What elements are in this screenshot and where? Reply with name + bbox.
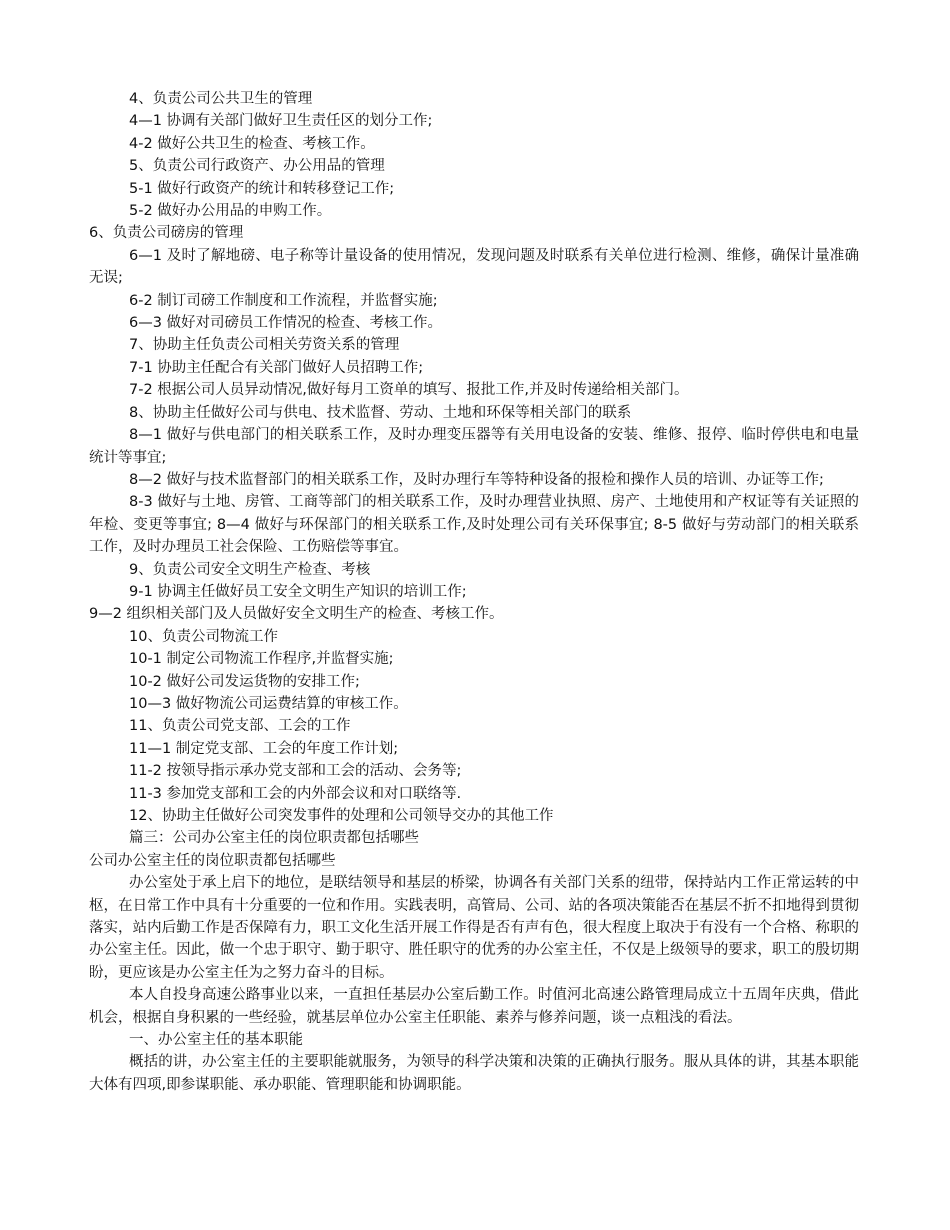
item-8-3-to-8-5: 8-3 做好与土地、房管、工商等部门的相关联系工作，及时办理营业执照、房产、土地使用和产权证等有关证照的年检、变更等事宜; 8—4 做好与环保部门的相关联系工作,及时处理公司有关环保事宜; 8-5 做好与劳动部门的相关联系工作，及时办理员工社会保险、工伤赔偿等事宜。 (89, 494, 859, 556)
item-10-3: 10—3 做好物流公司运费结算的审核工作。 (129, 695, 408, 712)
item-4-1: 4—1 协调有关部门做好卫生责任区的划分工作; (129, 113, 433, 130)
item-10-1: 10-1 制定公司物流工作程序,并监督实施; (129, 651, 394, 668)
heading-11: 11、负责公司党支部、工会的工作 (129, 718, 351, 735)
heading-5: 5、负责公司行政资产、办公用品的管理 (129, 158, 385, 175)
item-5-1: 5-1 做好行政资产的统计和转移登记工作; (129, 180, 395, 197)
body-paragraph-1: 办公室处于承上启下的地位，是联结领导和基层的桥梁，协调各有关部门关系的纽带，保持站内工作正常运转的中枢，在日常工作中具有十分重要的一位和作用。实践表明，高管局、公司、站的各项决策能否在基层不折不扣地得到贯彻落实，站内后勤工作是否保障有力，职工文化生活开展工作得是否有声有色，很大程度上取决于有没有一个合格、称职的办公室主任。因此，做一个忠于职守、勤于职守、胜任职守的优秀的办公室主任，不仅是上级领导的要求，职工的殷切期盼，更应该是办公室主任为之努力奋斗的目标。 (89, 875, 859, 981)
item-9-2: 9—2 组织相关部门及人员做好安全文明生产的检查、考核工作。 (89, 606, 504, 623)
heading-6: 6、负责公司磅房的管理 (89, 225, 244, 242)
item-4-2: 4-2 做好公共卫生的检查、考核工作。 (129, 135, 375, 152)
document-body (89, 88, 859, 1096)
heading-12: 12、协助主任做好公司突发事件的处理和公司领导交办的其他工作 (129, 808, 554, 824)
section-heading-1: 一、办公室主任的基本职能 (129, 1032, 303, 1049)
heading-8: 8、协助主任做好公司与供电、技术监督、劳动、土地和环保等相关部门的联系 (129, 404, 632, 421)
item-11-3: 11-3 参加党支部和工会的内外部会议和对口联络等. (129, 785, 462, 802)
item-6-3: 6—3 做好对司磅员工作情况的检查、考核工作。 (129, 315, 443, 332)
heading-4: 4、负责公司公共卫生的管理 (129, 91, 313, 107)
item-8-2: 8—2 做好与技术监督部门的相关联系工作，及时办理行车等特种设备的报检和操作人员的培训、办证等工作; (129, 471, 824, 488)
body-paragraph-3: 概括的讲，办公室主任的主要职能就服务，为领导的科学决策和决策的正确执行服务。服从具体的讲，其基本职能大体有四项,即参谋职能、承办职能、管理职能和协调职能。 (89, 1054, 859, 1093)
item-10-2: 10-2 做好公司发运货物的安排工作; (129, 673, 360, 690)
article-title: 公司办公室主任的岗位职责都包括哪些 (89, 852, 336, 869)
heading-9: 9、负责公司安全文明生产检查、考核 (129, 561, 371, 578)
section-title-part3: 篇三：公司办公室主任的岗位职责都包括哪些 (129, 830, 419, 847)
item-6-1: 6—1 及时了解地磅、电子称等计量设备的使用情况，发现问题及时联系有关单位进行检测、维修，确保计量准确无误; (89, 247, 859, 287)
body-paragraph-2: 本人自投身高速公路事业以来，一直担任基层办公室后勤工作。时值河北高速公路管理局成立十五周年庆典，借此机会，根据自身积累的一些经验，就基层单位办公室主任职能、素养与修养问题，谈一点粗浅的看法。 (89, 987, 859, 1026)
item-5-2: 5-2 做好办公用品的申购工作。 (129, 203, 332, 220)
item-9-1: 9-1 协调主任做好员工安全文明生产知识的培训工作; (129, 583, 467, 600)
item-11-1: 11—1 制定党支部、工会的年度工作计划; (129, 740, 399, 757)
item-6-2: 6-2 制订司磅工作制度和工作流程，并监督实施; (129, 292, 438, 309)
item-7-2: 7-2 根据公司人员异动情况,做好每月工资单的填写、报批工作,并及时传递给相关部门。 (129, 382, 689, 399)
item-7-1: 7-1 协助主任配合有关部门做好人员招聘工作; (129, 359, 424, 376)
item-11-2: 11-2 按领导指示承办党支部和工会的活动、会务等; (129, 763, 462, 780)
heading-7: 7、协助主任负责公司相关劳资关系的管理 (129, 337, 400, 354)
heading-10: 10、负责公司物流工作 (129, 628, 278, 645)
item-8-1: 8—1 做好与供电部门的相关联系工作，及时办理变压器等有关用电设备的安装、维修、报停、临时停供电和电量统计等事宜; (89, 427, 859, 466)
